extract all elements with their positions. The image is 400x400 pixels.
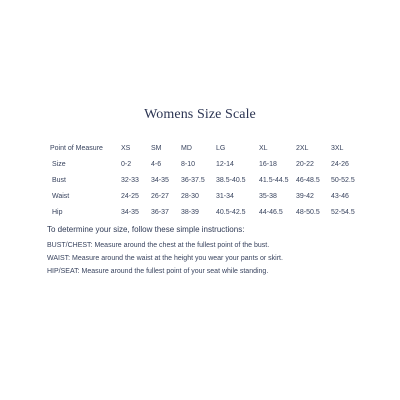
instruction-bust: BUST/CHEST: Measure around the chest at the fullest point of the bust. — [47, 242, 270, 249]
table-cell: 28-30 — [181, 192, 199, 200]
table-cell: 50-52.5 — [331, 176, 355, 184]
table-cell: 26-27 — [151, 192, 169, 200]
table-cell: 34-35 — [121, 208, 139, 216]
size-table — [50, 140, 361, 220]
table-cell: 20-22 — [296, 160, 314, 168]
table-row-hip — [50, 204, 361, 220]
table-cell: 16-18 — [259, 160, 277, 168]
table-cell: 0-2 — [121, 160, 132, 168]
table-cell: 38-39 — [181, 208, 199, 216]
table-row-size — [50, 156, 361, 172]
column-header-lg: LG — [216, 144, 226, 152]
instruction-hip: HIP/SEAT: Measure around the fullest point of your seat while standing. — [47, 268, 269, 275]
row-label-size: Size — [52, 160, 66, 168]
table-cell: 36-37.5 — [181, 176, 205, 184]
table-cell: 41.5-44.5 — [259, 176, 289, 184]
table-cell: 34-35 — [151, 176, 169, 184]
row-label-bust: Bust — [52, 176, 67, 184]
table-cell: 12-14 — [216, 160, 234, 168]
table-cell: 32-33 — [121, 176, 139, 184]
table-cell: 40.5-42.5 — [216, 208, 246, 216]
table-cell: 4-6 — [151, 160, 162, 168]
table-cell: 46-48.5 — [296, 176, 320, 184]
table-cell: 36-37 — [151, 208, 169, 216]
table-header-row — [50, 140, 361, 156]
table-cell: 31-34 — [216, 192, 234, 200]
column-header-xs: XS — [121, 144, 131, 152]
table-cell: 52-54.5 — [331, 208, 355, 216]
table-cell: 44-46.5 — [259, 208, 283, 216]
table-cell: 48-50.5 — [296, 208, 320, 216]
table-cell: 38.5-40.5 — [216, 176, 246, 184]
table-cell: 35-38 — [259, 192, 277, 200]
table-cell: 43-46 — [331, 192, 349, 200]
row-label-hip: Hip — [52, 208, 63, 216]
instructions-intro: To determine your size, follow these simple instructions: — [47, 225, 245, 234]
column-header-2xl: 2XL — [296, 144, 309, 152]
table-row-waist — [50, 188, 361, 204]
column-header-sm: SM — [151, 144, 162, 152]
table-row-bust — [50, 172, 361, 188]
column-header-point-of-measure: Point of Measure — [50, 144, 103, 152]
table-cell: 24-25 — [121, 192, 139, 200]
column-header-3xl: 3XL — [331, 144, 344, 152]
instruction-waist: WAIST: Measure around the waist at the height you wear your pants or skirt. — [47, 255, 283, 262]
table-cell: 39-42 — [296, 192, 314, 200]
table-cell: 8-10 — [181, 160, 196, 168]
column-header-xl: XL — [259, 144, 268, 152]
page-title: Womens Size Scale — [144, 107, 256, 122]
column-header-md: MD — [181, 144, 192, 152]
table-cell: 24-26 — [331, 160, 349, 168]
row-label-waist: Waist — [52, 192, 70, 200]
